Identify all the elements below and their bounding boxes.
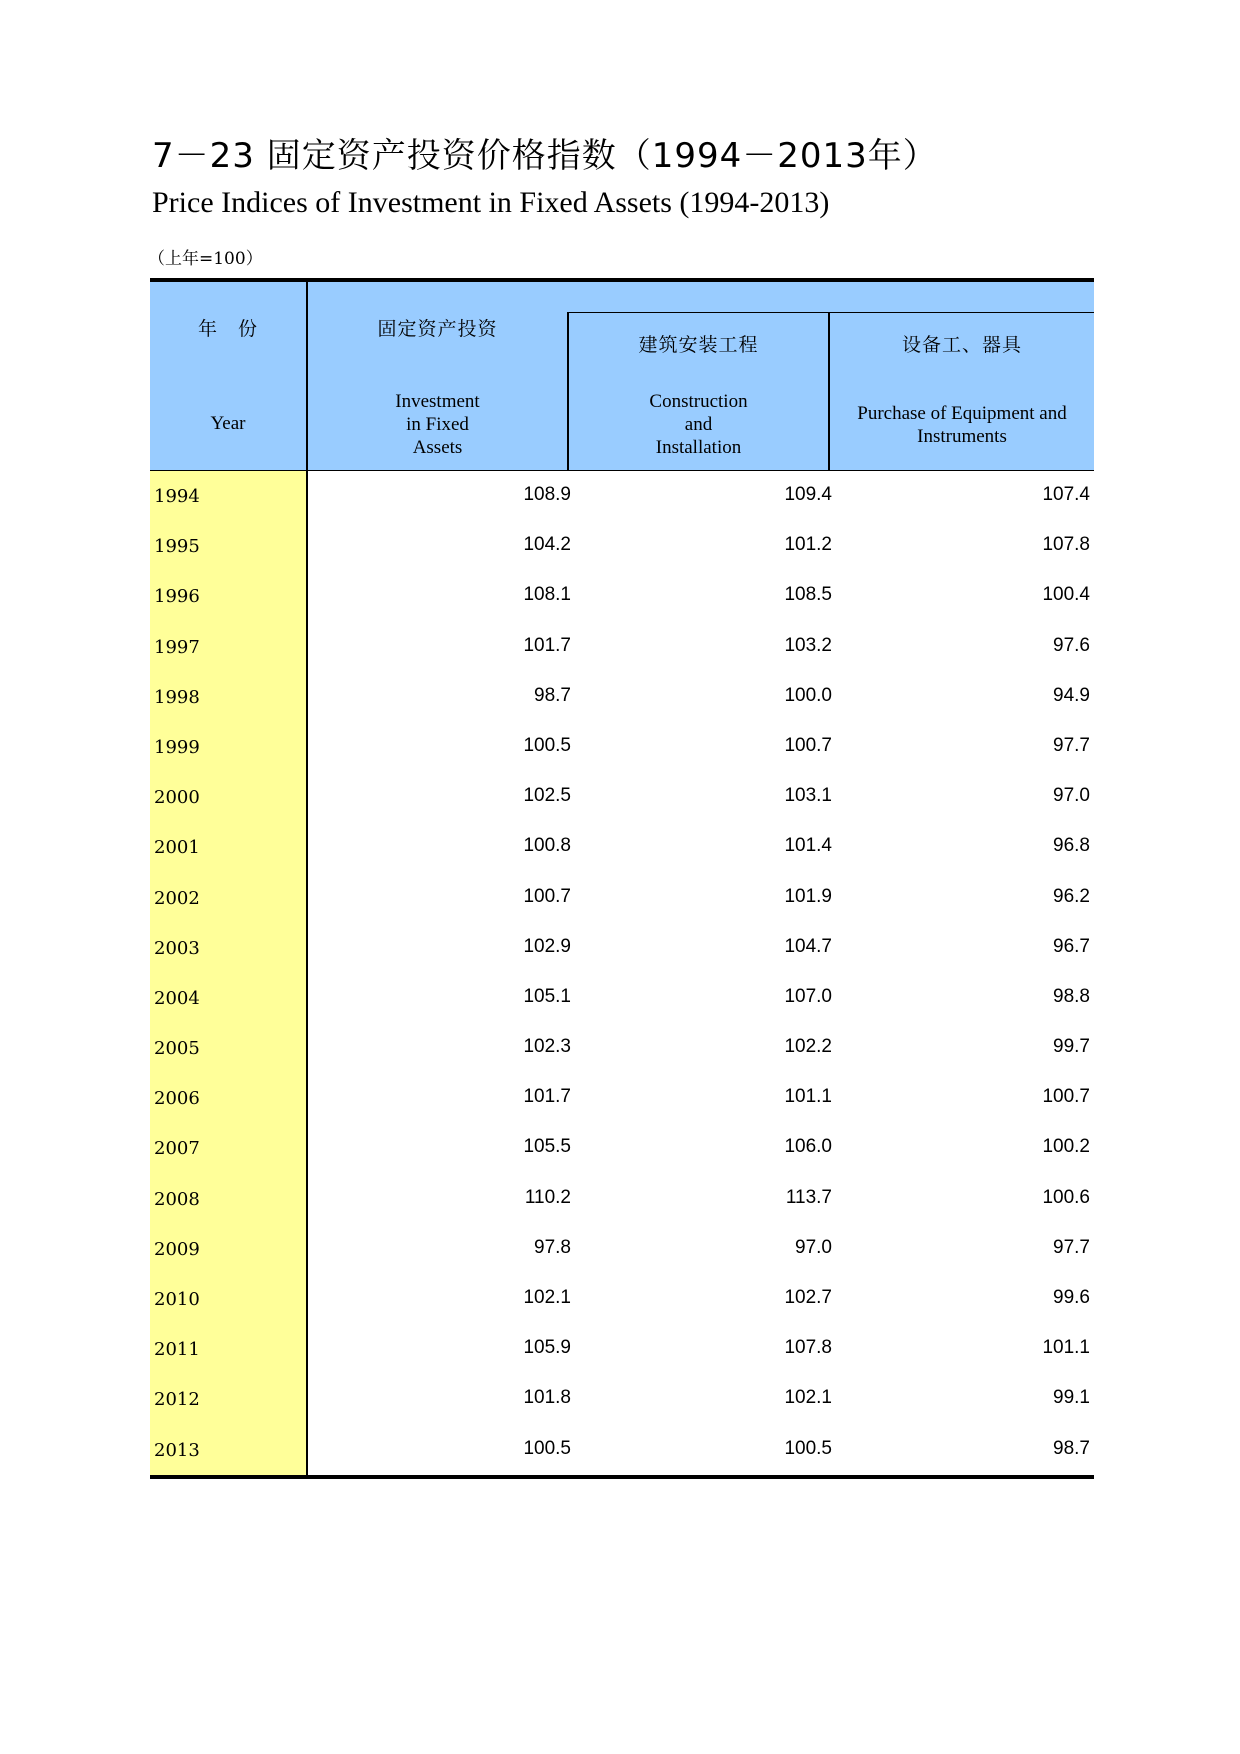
investment-cell: 105.1 [523, 985, 571, 1007]
year-cell: 2004 [150, 973, 306, 1023]
year-column-divider [306, 1073, 308, 1123]
table-row [150, 772, 1094, 822]
equipment-cell: 96.2 [1053, 885, 1090, 907]
equipment-cell: 97.7 [1053, 1236, 1090, 1258]
header-subcolumn-rule [567, 312, 1094, 313]
equipment-cell: 99.1 [1053, 1387, 1090, 1409]
header-equipment-cn: 设备工、器具 [901, 334, 1022, 356]
table-row [150, 672, 1094, 722]
equipment-cell: 100.2 [1042, 1136, 1090, 1158]
year-column-divider [306, 1174, 308, 1224]
investment-cell: 101.8 [523, 1387, 571, 1409]
header-equipment-en-line1: Purchase of Equipment and [857, 403, 1067, 424]
year-column-divider [306, 1274, 308, 1324]
investment-cell: 101.7 [523, 634, 571, 656]
investment-cell: 97.8 [534, 1236, 571, 1258]
header-investment-en-line2: in Fixed [406, 414, 469, 435]
year-column-divider [306, 722, 308, 772]
year-column-divider [306, 1224, 308, 1274]
investment-cell: 108.1 [523, 584, 571, 606]
year-cell: 2006 [150, 1073, 306, 1123]
table-row [150, 873, 1094, 923]
year-column-divider [306, 873, 308, 923]
table-row [150, 822, 1094, 872]
investment-cell: 100.5 [523, 734, 571, 756]
equipment-cell: 107.8 [1042, 534, 1090, 556]
construction-cell: 103.1 [784, 785, 832, 807]
construction-cell: 109.4 [784, 484, 832, 505]
construction-cell: 107.8 [784, 1337, 832, 1359]
investment-cell: 102.5 [523, 785, 571, 807]
table-row [150, 1374, 1094, 1424]
table-row [150, 973, 1094, 1023]
construction-cell: 113.7 [785, 1186, 832, 1208]
investment-cell: 102.1 [523, 1287, 571, 1308]
construction-cell: 102.1 [784, 1387, 832, 1409]
equipment-cell: 100.7 [1042, 1086, 1090, 1108]
construction-cell: 103.2 [784, 634, 832, 656]
table-row [150, 1174, 1094, 1224]
table-row [150, 622, 1094, 672]
construction-cell: 101.9 [784, 885, 832, 907]
header-investment-en-line1: Investment [395, 391, 480, 412]
construction-cell: 102.7 [784, 1287, 832, 1308]
year-cell: 2012 [150, 1374, 306, 1424]
header-equipment-en [830, 402, 1094, 448]
construction-cell: 97.0 [795, 1236, 832, 1258]
investment-cell: 102.3 [523, 1036, 571, 1058]
construction-cell: 100.0 [784, 684, 832, 706]
equipment-cell: 107.4 [1042, 484, 1090, 505]
year-cell: 1998 [150, 672, 306, 722]
header-investment-en-line3: Assets [412, 437, 463, 458]
investment-cell: 105.5 [523, 1136, 571, 1158]
table-row [150, 1324, 1094, 1374]
construction-cell: 100.5 [784, 1437, 832, 1459]
table-row [150, 1274, 1094, 1324]
year-cell: 2001 [150, 822, 306, 872]
construction-cell: 106.0 [784, 1136, 832, 1158]
year-cell: 2010 [150, 1274, 306, 1324]
header-equipment-en-line2: Instruments [917, 426, 1007, 447]
construction-cell: 101.1 [784, 1086, 832, 1108]
year-column-divider [306, 521, 308, 571]
header-construction-cn: 建筑安装工程 [638, 334, 759, 356]
year-column-divider [306, 1123, 308, 1173]
equipment-cell: 98.7 [1053, 1437, 1090, 1459]
year-column-divider [306, 772, 308, 822]
equipment-cell: 99.6 [1053, 1287, 1090, 1308]
year-cell: 2005 [150, 1023, 306, 1073]
year-column-divider [306, 923, 308, 973]
investment-cell: 104.2 [523, 534, 571, 556]
equipment-cell: 96.7 [1053, 935, 1090, 957]
header-investment-en [308, 390, 567, 459]
table-row [150, 471, 1094, 521]
year-cell: 2009 [150, 1224, 306, 1274]
table-row [150, 1224, 1094, 1274]
year-cell: 1994 [150, 471, 306, 521]
investment-cell: 105.9 [523, 1337, 571, 1359]
year-column-divider [306, 1374, 308, 1424]
year-cell: 1996 [150, 571, 306, 621]
equipment-cell: 96.8 [1053, 835, 1090, 857]
year-cell: 1999 [150, 722, 306, 772]
table-row [150, 923, 1094, 973]
construction-cell: 108.5 [784, 584, 832, 606]
year-column-divider [306, 1324, 308, 1374]
construction-cell: 100.7 [784, 734, 832, 756]
year-column-divider [306, 571, 308, 621]
header-construction-en-line3: Installation [655, 437, 742, 458]
year-column-divider [306, 973, 308, 1023]
header-year-en: Year [210, 413, 246, 434]
investment-cell: 108.9 [523, 484, 571, 505]
equipment-cell: 97.6 [1053, 634, 1090, 656]
equipment-cell: 101.1 [1042, 1337, 1090, 1359]
table-title-chinese: 7－23 固定资产投资价格指数（1994－2013年） [152, 136, 938, 176]
table-row [150, 1023, 1094, 1073]
year-cell: 2008 [150, 1174, 306, 1224]
year-column-divider [306, 672, 308, 722]
investment-cell: 102.9 [523, 935, 571, 957]
table-row [150, 1073, 1094, 1123]
table-row [150, 521, 1094, 571]
equipment-cell: 97.0 [1053, 785, 1090, 807]
construction-cell: 101.4 [784, 835, 832, 857]
price-index-table [150, 278, 1094, 1479]
construction-cell: 107.0 [784, 985, 832, 1007]
unit-note: （上年=100） [148, 249, 263, 269]
investment-cell: 101.7 [523, 1086, 571, 1108]
equipment-cell: 100.6 [1042, 1186, 1090, 1208]
investment-cell: 110.2 [524, 1186, 571, 1208]
investment-cell: 98.7 [534, 684, 571, 706]
header-year-cn: 年 份 [197, 318, 258, 340]
table-row [150, 722, 1094, 772]
header-construction-en-line1: Construction [649, 391, 748, 412]
year-cell: 2003 [150, 923, 306, 973]
year-column-divider [306, 622, 308, 672]
table-bottom-rule [150, 1475, 1094, 1479]
table-header [150, 282, 1094, 471]
year-cell: 1997 [150, 622, 306, 672]
header-construction-en-line2: and [684, 414, 713, 435]
year-cell: 1995 [150, 521, 306, 571]
construction-cell: 102.2 [784, 1036, 832, 1058]
year-cell: 2007 [150, 1123, 306, 1173]
table-body [150, 471, 1094, 1475]
year-cell: 2011 [150, 1324, 306, 1374]
table-row [150, 1123, 1094, 1173]
table-row [150, 571, 1094, 621]
construction-cell: 104.7 [784, 935, 832, 957]
year-column-divider [306, 1425, 308, 1475]
year-cell: 2013 [150, 1425, 306, 1475]
year-cell: 2002 [150, 873, 306, 923]
year-column-divider [306, 1023, 308, 1073]
investment-cell: 100.5 [523, 1437, 571, 1459]
year-column-divider [306, 822, 308, 872]
investment-cell: 100.7 [523, 885, 571, 907]
investment-cell: 100.8 [523, 835, 571, 857]
year-column-divider [306, 471, 308, 521]
equipment-cell: 99.7 [1053, 1036, 1090, 1058]
header-construction-en [569, 390, 828, 459]
header-investment-cn: 固定资产投资 [377, 318, 498, 340]
construction-cell: 101.2 [784, 534, 832, 556]
table-row [150, 1425, 1094, 1475]
table-title-english: Price Indices of Investment in Fixed Assets (1994-2013) [152, 186, 830, 219]
equipment-cell: 100.4 [1042, 584, 1090, 606]
equipment-cell: 94.9 [1053, 684, 1090, 706]
year-cell: 2000 [150, 772, 306, 822]
equipment-cell: 97.7 [1053, 734, 1090, 756]
equipment-cell: 98.8 [1053, 985, 1090, 1007]
